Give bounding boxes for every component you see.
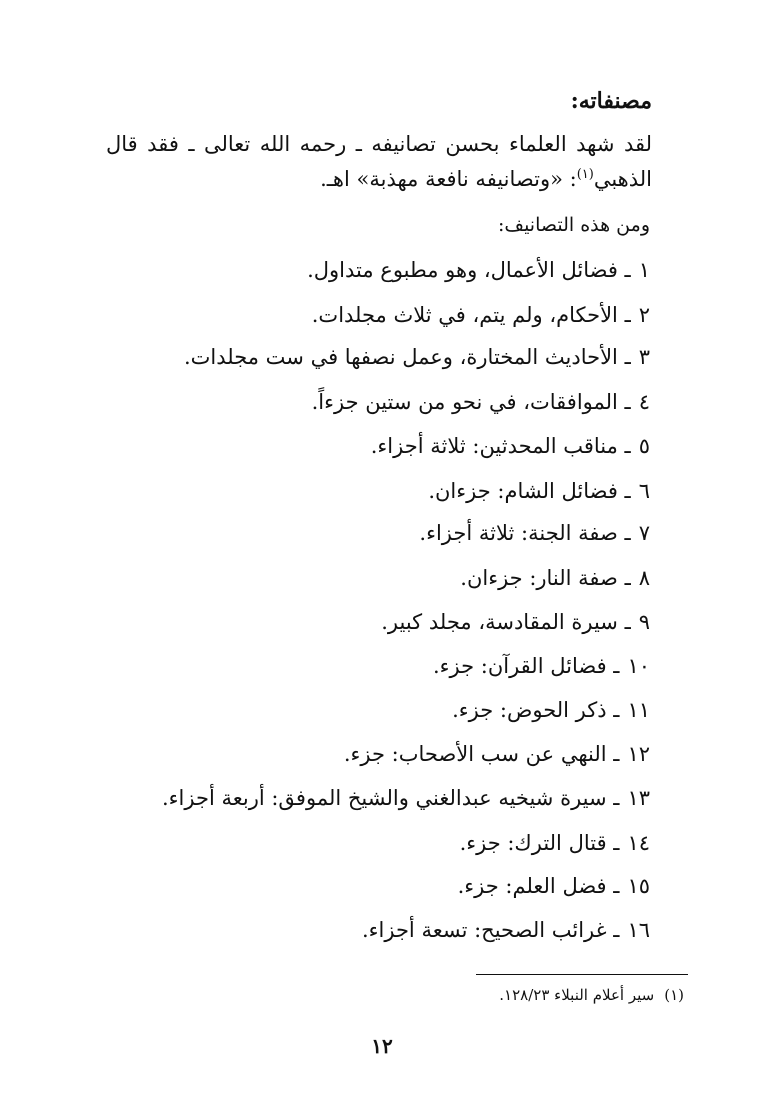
list-item (312, 390, 650, 414)
quotation: : «وتصانيفه نافعة مهذبة» اهـ. (320, 167, 577, 191)
item-number: ١ (638, 258, 650, 282)
footnote-reference: (١) (576, 167, 594, 182)
list-item (381, 610, 650, 634)
item-text: ـ سيرة شيخيه عبدالغني والشيخ الموفق: أربعة أجزاء. (162, 786, 620, 810)
footnote-mark: (١) (664, 986, 684, 1004)
item-text: ـ الأحكام، ولم يتم، في ثلاث مجلدات. (311, 303, 631, 327)
list-item (184, 345, 650, 369)
item-number: ٣ (638, 345, 650, 369)
footnote (499, 986, 684, 1004)
footnote-separator (476, 974, 688, 975)
item-text: ـ النهي عن سب الأصحاب: جزء. (343, 742, 620, 766)
item-number: ٢ (638, 303, 650, 327)
item-text: ـ الأحاديث المختارة، وعمل نصفها في ست مجلدات. (183, 345, 631, 369)
item-text: ـ فضائل القرآن: جزء. (432, 654, 620, 678)
item-text: ـ مناقب المحدثين: ثلاثة أجزاء. (370, 434, 631, 458)
list-item (458, 874, 650, 898)
item-text: ـ صفة النار: جزءان. (460, 566, 631, 590)
list-item (452, 698, 650, 722)
item-text: ـ فضائل الشام: جزءان. (428, 479, 631, 503)
list-item (460, 566, 650, 590)
item-text: ـ سيرة المقادسة، مجلد كبير. (381, 610, 631, 634)
item-number: ٧ (638, 521, 650, 545)
item-text: ـ فضائل الأعمال، وهو مطبوع متداول. (307, 258, 631, 282)
list-item (433, 654, 650, 678)
list-item (371, 434, 650, 458)
list-item (344, 742, 650, 766)
item-number: ١٠ (627, 654, 650, 678)
item-number: ١٦ (627, 918, 650, 942)
list-item (460, 831, 650, 855)
author-name: الذهبي (593, 167, 652, 191)
item-text: ـ فضل العلم: جزء. (457, 874, 620, 898)
list-item (162, 786, 650, 810)
section-heading: مصنفاته: (570, 88, 652, 114)
item-number: ١٣ (627, 786, 650, 810)
item-number: ٤ (638, 390, 650, 414)
page-number: ١٢ (371, 1034, 393, 1058)
item-text: ـ غرائب الصحيح: تسعة أجزاء. (361, 918, 620, 942)
item-number: ٥ (638, 434, 650, 458)
list-item (362, 918, 650, 942)
item-number: ١١ (627, 698, 650, 722)
item-text: ـ قتال الترك: جزء. (459, 831, 620, 855)
item-number: ٩ (638, 610, 650, 634)
item-text: ـ صفة الجنة: ثلاثة أجزاء. (419, 521, 631, 545)
item-number: ١٥ (627, 874, 650, 898)
item-number: ١٢ (627, 742, 650, 766)
item-number: ٨ (638, 566, 650, 590)
item-number: ١٤ (627, 831, 650, 855)
list-item (428, 479, 650, 503)
list-item (419, 521, 650, 545)
item-text: ـ ذكر الحوض: جزء. (452, 698, 620, 722)
paragraph-line-2 (106, 167, 652, 191)
list-item (307, 258, 650, 282)
item-text: ـ الموافقات، في نحو من ستين جزءاً. (311, 390, 631, 414)
item-number: ٦ (638, 479, 650, 503)
list-item (312, 303, 650, 327)
paragraph-line-1: لقد شهد العلماء بحسن تصانيفه ـ رحمه الله تعالى ـ فقد قال (106, 132, 652, 156)
list-intro: ومن هذه التصانيف: (498, 214, 650, 236)
footnote-text: سير أعلام النبلاء ١٢٨/٢٣. (499, 986, 655, 1004)
